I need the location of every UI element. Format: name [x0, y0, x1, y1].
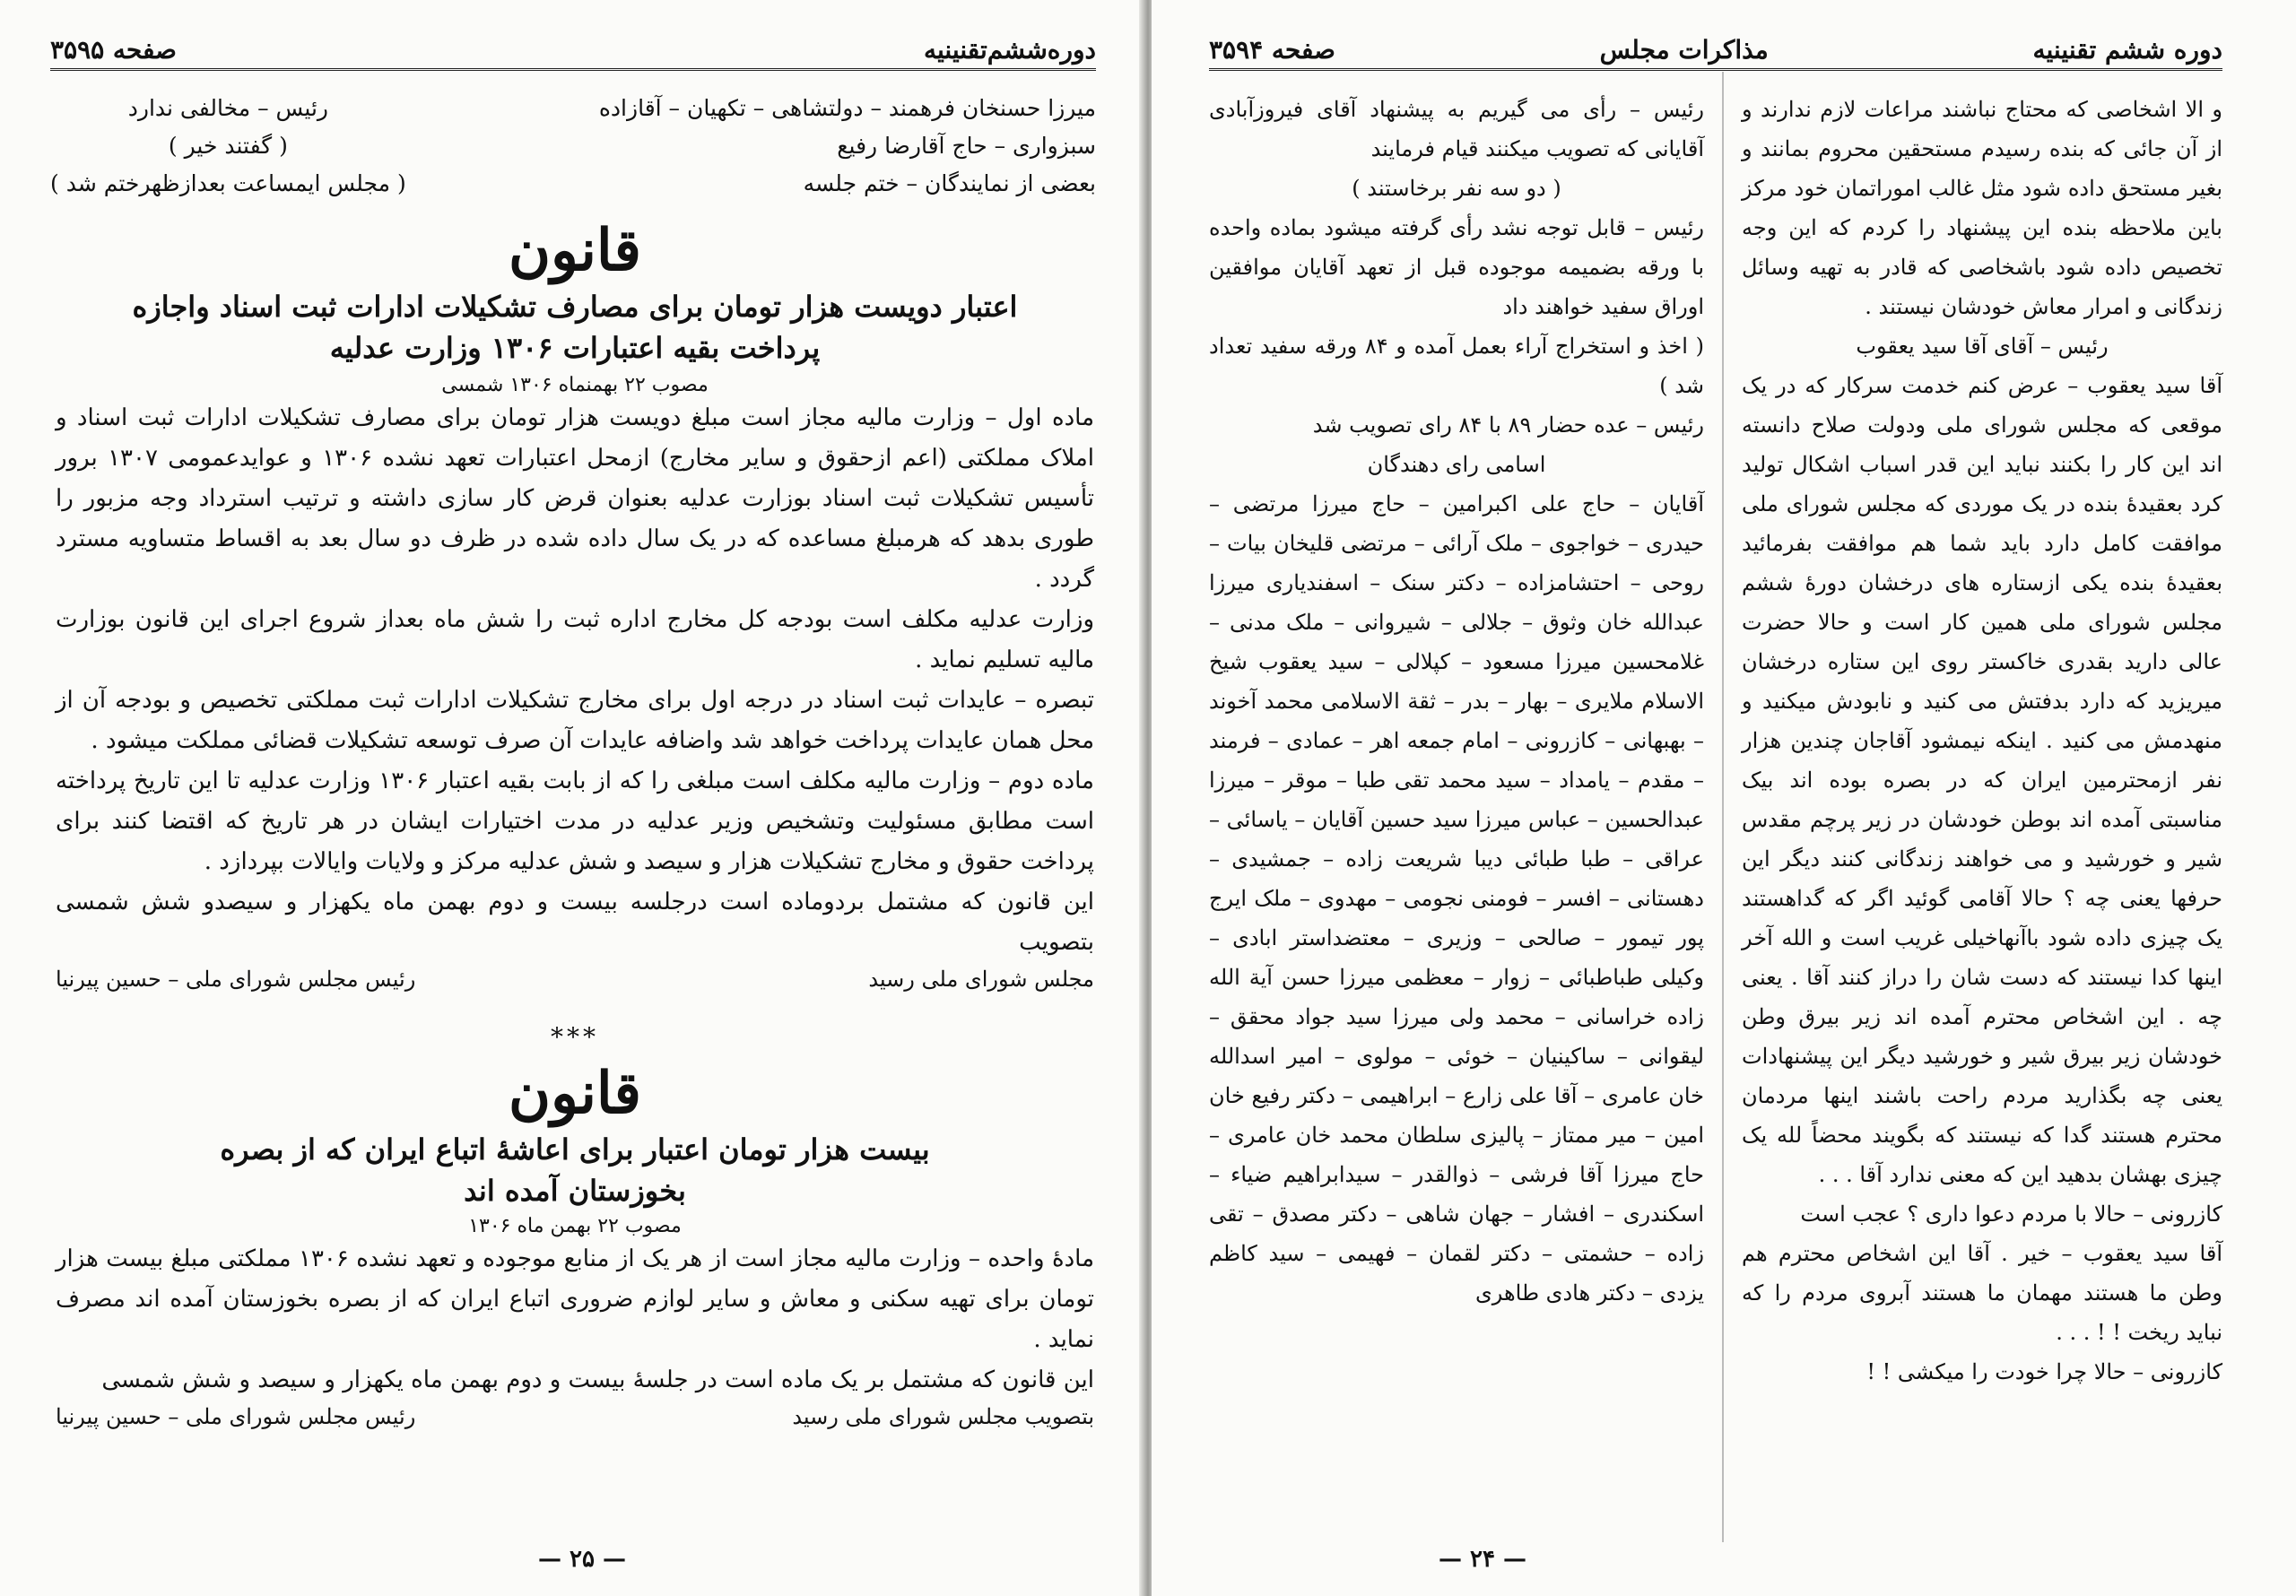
law-1-article-2: ماده دوم – وزارت مالیه مکلف است مبلغی را که از بابت بقیه اعتبار ۱۳۰۶ وزارت عدلیه تا این تاریخ پرداخته است مطابق مسئولیت وتشخیص وزیر عدلیه در مدت اختیارات ایشان در هر تاریخ که اقتضا کنند برای پرداخت حقوق و مخارج تشکیلات هزار و سیصد و شش عدلیه مرکز و ولایات وایالات بپردازد .	[56, 768, 1094, 875]
left-page	[0, 0, 1144, 1596]
law-1-sign-left: مجلس شورای ملی رسید	[868, 967, 1094, 992]
right-session-label: دوره ششم تقنینیه	[2032, 35, 2222, 65]
kazeruni-interjection-1: کازرونی – حالا با مردم دعوا داری ؟ عجب است	[1800, 1201, 2222, 1227]
column-divider	[1722, 72, 1724, 1542]
top-line-2: سبزواری – حاج آقارضا رفیع	[837, 133, 1096, 159]
top-line-1: میرزا حسنخان فرهمند – دولتشاهی – تکهیان – آقازاده	[598, 95, 1096, 121]
chair-vote-proposal: رئیس – رأی می گیریم به پیشنهاد آقای فیروزآبادی آقایانی که تصویب میکنند قیام فرمایند	[1209, 97, 1704, 161]
kazeruni-interjection-2: کازرونی – حالا چرا خودت را میکشی ! !	[1866, 1359, 2222, 1384]
law-2-body	[56, 1239, 1094, 1401]
law-2-single-article: مادهٔ واحده – وزارت مالیه مجاز است از هر یک از منابع موجوده و تعهد نشده ۱۳۰۶ مملکتی مبلغ بیست هزار تومان برای تهیه سکنی و معاش و سایر لوازم ضروری اتباع ایران که از بصره بخوزستان آمده اند مصرف نماید .	[56, 1245, 1094, 1353]
left-top-block	[50, 90, 1096, 203]
session-ended: ( مجلس ایمساعت بعدازظهرختم شد )	[50, 170, 406, 196]
right-page-number: — ۲۴ —	[1439, 1546, 1527, 1573]
chair-calls-yaghoub: رئیس – آقای آقا سید یعقوب	[1856, 334, 2109, 359]
law-1-enactment: این قانون که مشتمل بردوماده است درجلسه بیست و دوم بهمن ماه یکهزار و سیصدو شش شمسی بتصویب	[56, 889, 1094, 956]
right-page-header	[1209, 25, 2222, 71]
law-1-subtitle-1: اعتبار دویست هزار تومان برای مصارف تشکیلات ادارات ثبت اسناد واجازه	[132, 290, 1018, 324]
law-2-approved-date: مصوب ۲۲ بهمن ماه ۱۳۰۶	[468, 1215, 682, 1237]
right-column	[1742, 90, 2222, 1392]
law-2-subtitle-1: بیست هزار تومان اعتبار برای اعاشهٔ اتباع ایران که از بصره	[220, 1132, 930, 1167]
law-1-approved-date: مصوب ۲۲ بهمنماه ۱۳۰۶ شمسی	[441, 374, 709, 396]
left-top-left-lines	[50, 90, 406, 203]
law-1-article-1: ماده اول – وزارت مالیه مجاز است مبلغ دویست هزار تومان برای مصارف تشکیلات ادارات ثبت اسناد و املاک مملکتی (اعم ازحقوق و سایر مخارج) ازمحل اعتبارات تعهد نشده ۱۳۰۶ و عوایدعمومی ۱۳۰۷ برور تأسیس تشکیلات ثبت اسناد بوزارت عدلیه بعنوان قرض کار سازی داشته و ترتیب استرداد وجه مزبور را طوری بدهد که هرمبلغ مساعده که در یک سال داده شده در ظرف دو سال بعد به اقساط متساویه مسترد گردد .	[56, 404, 1095, 593]
ballot-result: ( اخذ و استخراج آراء بعمل آمده و ۸۴ ورقه سفید تعداد شد )	[1209, 334, 1704, 398]
left-page-header	[50, 25, 1096, 71]
law-2-sign-left: بتصویب مجلس شورای ملی رسید	[792, 1404, 1094, 1429]
section-separator: ***	[551, 1022, 599, 1052]
left-top-right-lines	[599, 90, 1096, 203]
left-page-label: صفحه ۳۵۹۵	[50, 35, 177, 65]
right-page	[1152, 0, 2296, 1596]
law-1-body	[56, 398, 1094, 963]
voters-heading: اسامی رای دهندگان	[1367, 452, 1546, 477]
left-page-number: — ۲۵ —	[538, 1546, 627, 1573]
law-2-subtitle-2: بخوزستان آمده اند	[464, 1174, 686, 1208]
law-1-signature	[56, 967, 1094, 992]
chair-no-objection: رئیس – مخالفی ندارد	[127, 95, 329, 121]
top-line-3: بعضی از نمایندگان – ختم جلسه	[803, 170, 1096, 196]
yaghoub-speech: آقا سید یعقوب – عرض کنم خدمت سرکار که در یک موقعی که مجلس شورای ملی ودولت صلاح دانسته اند این کار را بکنند نباید این قدر اسباب اشکال تولید کرد بعقیدهٔ بنده در یک موردی که مجلس شورای ملی موافقت کامل دارد باید شما هم موافقت بفرمائید بعقیدهٔ بنده یکی ازستاره های درخشان دورهٔ ششم مجلس شورای ملی همین کار است و حالا حضرت عالی دارید بقدری خاکستر روی این ستاره درخشان میریزید که دارد بدفتش می کنید و نابودش میکنید و منهدمش می کنید . اینکه نیمشود آقاجان چندین هزار نفر ازمحترمین ایران که در بصره بوده اند بیک مناسبتی آمده اند بوطن خودشان در زیر پرچم مقدس شیر و خورشید و می خواهند زندگانی کنند دیگر این حرفها یعنی چه ؟ حالا آقامی گوئید اگر که گداهستند یک چیزی داده شود باآنهاخیلی غریب است و الله آخر اینها کدا نیستند که دست شان را دراز کنند آقا . یعنی چه . این اشخاص محترم آمده اند زیر بیرق وطن خودشان زیر بیرق شیر و خورشید دیگر این پیشنهادات یعنی چه بگذارید مردم راحت باشند اینها مردمان محترم هستند گدا که نیستند که بگویند محضاً لله یک چیزی بهشان بدهید این که معنی ندارد آقا . . .	[1742, 373, 2223, 1187]
law-2-signature	[56, 1404, 1094, 1429]
said-no: ( گفتند خیر )	[168, 133, 288, 159]
law-2-sign-right: رئیس مجلس شورای ملی – حسین پیرنیا	[56, 1404, 416, 1429]
right-page-label: صفحه ۳۵۹۴	[1209, 35, 1335, 65]
law-1	[56, 212, 1094, 992]
few-stood-up: ( دو سه نفر برخاستند )	[1352, 176, 1561, 201]
voters-list: آقایان – حاج علی اکبرامین – حاج میرزا مرتضی – حیدری – خواجوی – ملک آرائی – مرتضی قلیخان بیات – روحی – احتشامزاده – دکتر سنک – اسفندیاری میرزا عبدالله خان وثوق – جلالی – شیروانی – ملک مدنی – غلامحسین میرزا مسعود – کپلالی – سید یعقوب شیخ الاسلام ملایری – بهار – بدر – ثقة الاسلامی محمد آخوند – بهبهانی – کازرونی – امام جمعه اهر – عمادی – فرمند – مقدم – یامداد – سید محمد تقی طبا – موقر – میرزا عبدالحسین – عباس میرزا سید حسین آقایان – یاسائی – عراقی – طبا طبائی دیبا شریعت زاده – جمشیدی – دهستانی – افسر – فومنی نجومی – مهدوی – ملک ایرج پور تیمور – صالحی – وزیری – معتضداستر ابادی – وکیلی طباطبائی – زوار – معظمی میرزا حسن آیة الله زاده خراسانی – محمد ولی میرزا سید جواد محقق – لیقوانی – ساکینیان – خوئی – مولوی – امیر اسدالله خان عامری – آقا علی زارع – ابراهیمی – دکتر رفیع خان امین – میر ممتاز – پالیزی سلطان محمد خان عامری – حاج میرزا آقا فرشی – ذوالقدر – سیدابراهیم ضیاء – اسکندری – افشار – جهان شاهی – دکتر مصدق – تقی زاده – حشمتی – دکتر لقمان – فهیمی – سید کاظم یزدی – دکتر هادی طاهری	[1209, 491, 1704, 1305]
law-2	[56, 1054, 1094, 1429]
law-1-subtitle-2: پرداخت بقیه اعتبارات ۱۳۰۶ وزارت عدلیه	[329, 331, 821, 365]
law-2-title: قانون	[509, 1060, 641, 1127]
law-1-note: تبصره – عایدات ثبت اسناد در درجه اول برای مخارج تشکیلات ادارات ثبت مملکتی تخصیص و بودجه آن از محل همان عایدات پرداخت خواهد شد واضافه عایدات آن صرف توسعه تشکیلات قضائی مملکت میشود .	[56, 687, 1094, 754]
left-session-label: دوره‌ششم‌تقنینیه	[923, 35, 1096, 65]
law-2-enactment: این قانون که مشتمل بر یک ماده است در جلسهٔ بیست و دوم بهمن ماه یکهزار و سیصد و شش شمسی	[101, 1366, 1094, 1393]
law-1-sign-right: رئیس مجلس شورای ملی – حسین پیرنیا	[56, 967, 416, 992]
law-1-title: قانون	[509, 217, 641, 284]
right-header-title: مذاکرات مجلس	[1599, 35, 1769, 65]
needy-paragraph: و الا اشخاصی که محتاج نباشند مراعات لازم ندارند و از آن جائی که بنده رسیدم مستحقین محروم بمانند و بغیر مستحق داده شود مثل غالب اموراتمان خود مرکز باین ملاحظه بنده این پیشنهاد را کردم که این وجه تخصیص داده شود باشخاصی که قادر به تهیه وسائل زندگانی و امرار معاش خودشان نیستند .	[1742, 97, 2222, 319]
law-1-article-1b: وزارت عدلیه مکلف است بودجه کل مخارج اداره ثبت را شش ماه بعداز شروع اجرای این قانون بوزارت مالیه تسلیم نماید .	[56, 606, 1094, 673]
chair-roll-call: رئیس – قابل توجه نشد رأی گرفته میشود بماده واحده با ورقه بضمیمه موجوده قبل از تعهد آقایان موافقین اوراق سفید خواهند داد	[1209, 215, 1704, 319]
vote-tally: رئیس – عده حضار ۸۹ با ۸۴ رای تصویب شد	[1312, 412, 1704, 438]
yaghoub-reply: آقا سید یعقوب – خیر . آقا این اشخاص محترم هم وطن ما هستند مهمان ما هستند آبروی مردم را که نباید ریخت ! ! . . .	[1742, 1241, 2222, 1345]
left-column	[1209, 90, 1704, 1313]
